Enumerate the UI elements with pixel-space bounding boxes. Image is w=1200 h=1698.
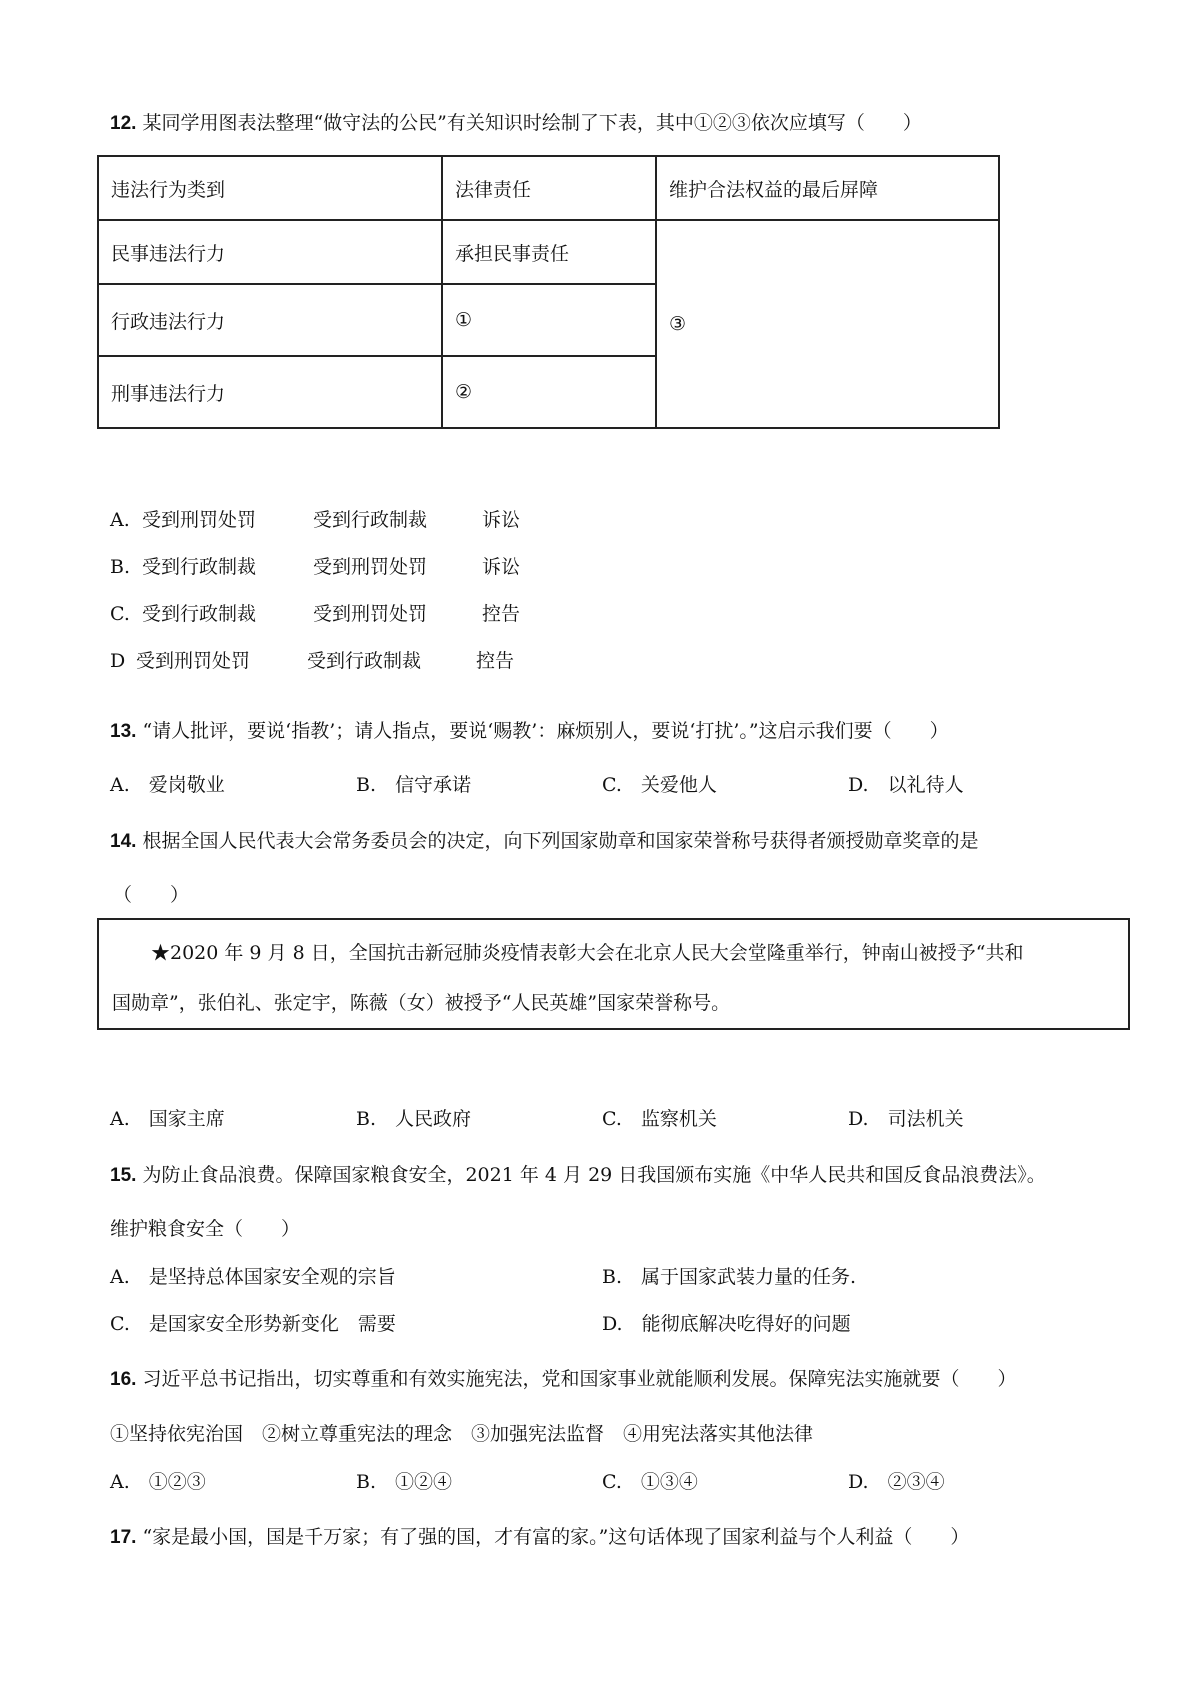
question-number: 14. (110, 831, 137, 852)
material-box (97, 918, 1130, 1030)
option-text: 受到行政制裁 (313, 509, 428, 531)
question-stem: 习近平总书记指出，切实尊重和有效实施宪法，党和国家事业就能顺利发展。保障宪法实施就要（ ） (142, 1368, 1017, 1390)
option-text: 受到行政制裁 (307, 650, 422, 672)
question-13 (110, 718, 949, 745)
option-d: D. 以礼待人 (848, 774, 964, 796)
material-text: ★2020 年 9 月 8 日，全国抗击新冠肺炎疫情表彰大会在北京人民大会堂隆重举行，钟南山被授予“共和 (151, 942, 1024, 964)
option-c: C. 监察机关 (602, 1108, 717, 1130)
option-a: A. 是坚持总体国家安全观的宗旨 (110, 1266, 396, 1288)
table-header-cell: 违法行为类到 (98, 156, 442, 220)
option-label: D (110, 650, 126, 672)
option-c: C. 是国家安全形势新变化 需要 (110, 1313, 396, 1335)
option-text: 诉讼 (482, 509, 521, 531)
statement-list: ①坚持依宪治国 ②树立尊重宪法的理念 ③加强宪法监督 ④用宪法落实其他法律 (110, 1423, 814, 1445)
question-stem: 某同学用图表法整理“做守法的公民”有关知识时绘制了下表，其中①②③依次应填写（ ） (142, 112, 922, 134)
question-stem: 根据全国人民代表大会常务委员会的决定，向下列国家勋章和国家荣誉称号获得者颁授勋章奖章的是 (142, 830, 979, 852)
question-16 (110, 1366, 1016, 1393)
option-b: B. ①②④ (356, 1471, 453, 1493)
option-d: D. ②③④ (848, 1471, 945, 1493)
question-14 (110, 828, 978, 855)
question-12 (110, 110, 922, 137)
table-header-cell: 维护合法权益的最后屏障 (656, 156, 999, 220)
question-15 (110, 1162, 1046, 1189)
table-cell: ② (442, 356, 656, 428)
question-stem-continued: 维护粮食安全（ ） (110, 1218, 301, 1240)
table-cell: 行政违法行力 (98, 284, 442, 356)
option-text: 受到刑罚处罚 (313, 556, 428, 578)
question-number: 13. (110, 721, 137, 742)
option-c: C. ①③④ (602, 1471, 698, 1493)
option-text: 受到刑罚处罚 (142, 509, 257, 531)
option-d: D. 能彻底解决吃得好的问题 (602, 1313, 851, 1335)
option-a: A. ①②③ (110, 1471, 206, 1493)
question-stem: “请人批评，要说‘指教’；请人指点，要说‘赐教’：麻烦别人，要说‘打扰’。”这启示我们要（ ） (142, 720, 949, 742)
option-text: 诉讼 (482, 556, 521, 578)
question-number: 12. (110, 113, 137, 134)
option-b: B. 信守承诺 (356, 774, 472, 796)
material-text: 国勋章”，张伯礼、张定宇，陈薇（女）被授予“人民英雄”国家荣誉称号。 (112, 992, 731, 1014)
option-text: 控告 (482, 603, 521, 625)
option-label: B. (110, 556, 131, 578)
question-stem: “家是最小国，国是千万家；有了强的国，才有富的家。”这句话体现了国家利益与个人利益（ ） (142, 1526, 970, 1548)
question-stem-continued: （ ） (113, 884, 190, 906)
option-a: A. 爱岗敬业 (110, 774, 225, 796)
option-text: 受到刑罚处罚 (136, 650, 251, 672)
option-label: C. (110, 603, 130, 625)
question-number: 16. (110, 1369, 137, 1390)
table-cell: ① (442, 284, 656, 356)
question-number: 17. (110, 1527, 137, 1548)
option-a: A. 国家主席 (110, 1108, 225, 1130)
option-text: 受到行政制裁 (142, 556, 257, 578)
option-text: 控告 (476, 650, 515, 672)
law-responsibility-table (97, 155, 1000, 429)
table-cell: 刑事违法行力 (98, 356, 442, 428)
option-b: B. 属于国家武装力量的任务. (602, 1266, 857, 1288)
option-d: D. 司法机关 (848, 1108, 964, 1130)
table-cell: 民事违法行力 (98, 220, 442, 284)
option-text: 受到刑罚处罚 (313, 603, 428, 625)
option-c: C. 关爱他人 (602, 774, 717, 796)
option-b: B. 人民政府 (356, 1108, 472, 1130)
question-stem: 为防止食品浪费。保障国家粮食安全，2021 年 4 月 29 日我国颁布实施《中华人民共和国反食品浪费法》。 (142, 1164, 1046, 1186)
question-number: 15. (110, 1165, 137, 1186)
option-label: A. (110, 509, 130, 531)
table-cell: 承担民事责任 (442, 220, 656, 284)
question-17 (110, 1524, 969, 1551)
option-text: 受到行政制裁 (142, 603, 257, 625)
table-merged-cell: ③ (656, 220, 999, 428)
table-header-cell: 法律责任 (442, 156, 656, 220)
